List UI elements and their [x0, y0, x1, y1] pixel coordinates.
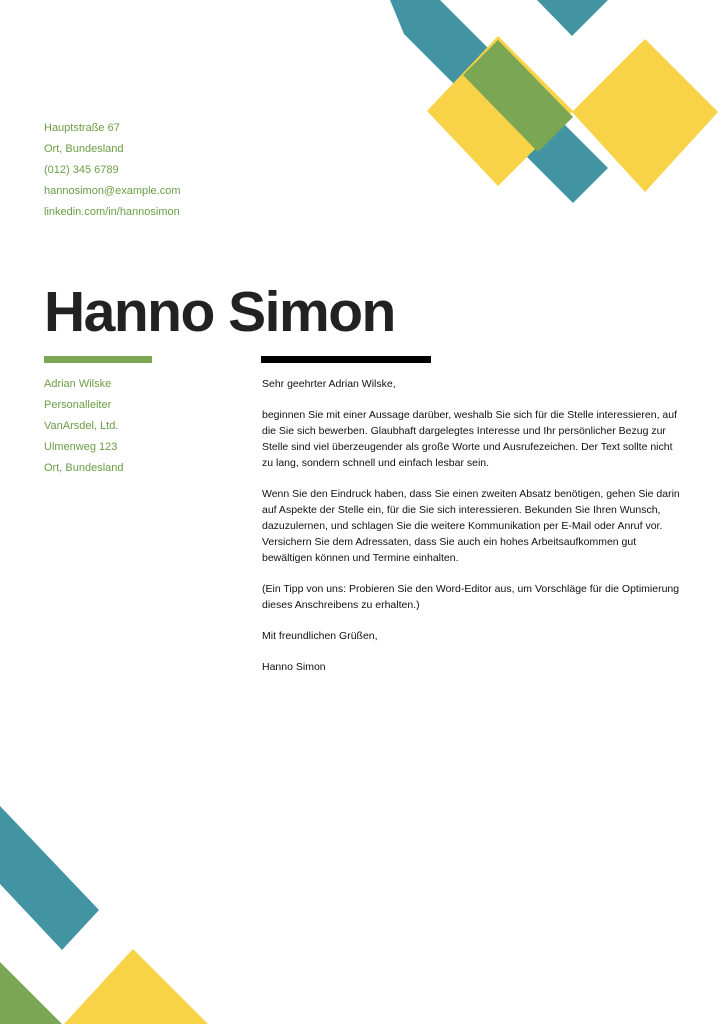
black-divider [261, 356, 431, 363]
letter-closing: Mit freundlichen Grüßen, [262, 630, 378, 642]
recipient-city: Ort, Bundesland [44, 462, 124, 474]
recipient-street: Ulmenweg 123 [44, 441, 118, 453]
letter-paragraph-3: (Ein Tipp von uns: Probieren Sie den Word-Editor aus, um Vorschläge für die Optimierung dieses Anschreibens zu erhalten.) [262, 583, 680, 611]
letter-body [262, 376, 682, 690]
sender-email: hannosimon@example.com [44, 185, 181, 197]
sender-linkedin: linkedin.com/in/hannosimon [44, 206, 180, 218]
bottom-green-triangle [0, 962, 62, 1024]
recipient-name: Adrian Wilske [44, 378, 112, 390]
recipient-company: VanArsdel, Ltd. [44, 420, 119, 432]
sender-street: Hauptstraße 67 [44, 122, 120, 134]
recipient-contact-block [44, 374, 124, 479]
sender-city: Ort, Bundesland [44, 143, 124, 155]
bottom-yellow-triangle [64, 949, 208, 1024]
letter-salutation: Sehr geehrter Adrian Wilske, [262, 378, 396, 390]
recipient-position: Personalleiter [44, 399, 112, 411]
page-title: Hanno Simon [44, 280, 395, 344]
letter-paragraph-2: Wenn Sie den Eindruck haben, dass Sie einen zweiten Absatz benötigen, gehen Sie darin auf Aspekte der Stelle ein, für die Sie sich interessieren. Bekunden Sie Ihren Wunsch, dazuzulernen, und schlagen Sie die weitere Kommunikation per E-Mail oder Anruf vor. Versichern Sie dem Adressaten, dass Sie auch ein hohes Arbeitsaufkommen gut bewältigen können und Termine einhalten. [262, 488, 680, 564]
green-divider [44, 356, 152, 363]
top-teal-diamond [537, 0, 608, 36]
letter-signature: Hanno Simon [262, 661, 326, 673]
bottom-teal-band [0, 806, 99, 950]
sender-contact-block [44, 118, 181, 223]
sender-phone: (012) 345 6789 [44, 164, 119, 176]
letter-paragraph-1: beginnen Sie mit einer Aussage darüber, weshalb Sie sich für die Stelle interessieren, auf die Sie sich bewerben. Glaubhaft dargelegtes Interesse und Ihr persönlicher Bezug zur Stelle sind viel überzeugender als große Worte und Ausrufezeichen. Der Text sollte nicht zu lang, sondern schnell und einfach lesbar sein. [262, 409, 677, 469]
